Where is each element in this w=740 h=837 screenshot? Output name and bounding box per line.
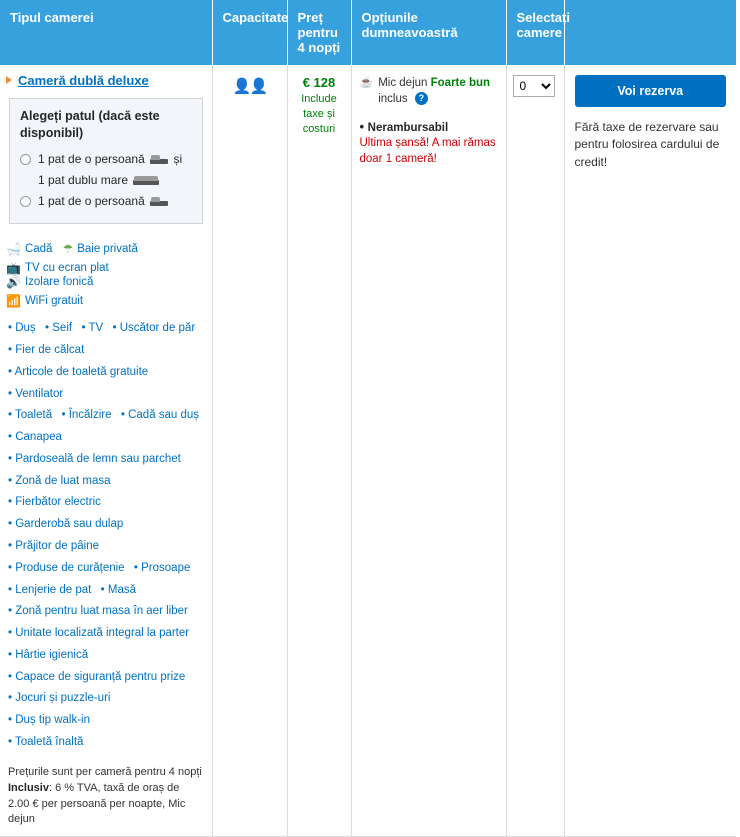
facility-item[interactable]: • Prosoape [134,562,190,574]
info-icon[interactable]: ? [415,92,428,105]
tv-icon: 📺 [6,261,21,276]
bed-option-1-label: 1 pat de o persoană [38,151,145,166]
single-bed-icon [150,155,168,164]
radio-bed-option-2[interactable] [20,196,31,207]
price-amount: € 128 [302,75,336,90]
bed-option-2-label: 1 pat dublu mare [38,172,129,187]
facility-item[interactable]: • TV [81,322,103,334]
facility-item[interactable]: • Masă [101,584,136,596]
price-subtext: Include taxe și costuri [301,93,337,135]
facility-icon-row-1 [6,242,206,256]
breakfast-icon: ☕ [359,77,374,89]
breakfast-rating: Foarte bun [430,77,491,89]
guests-icon: 👤👤 [232,78,267,95]
room-title-text: Cameră dublă deluxe [18,73,149,88]
reserve-cell [564,65,736,837]
facility-item[interactable]: • Toaletă [8,409,52,421]
facility-item[interactable]: • Zonă de luat masa [8,475,111,487]
facility-item[interactable]: • Zonă pentru luat masa în aer liber [8,605,188,617]
facility-item[interactable]: • Toaletă înaltă [8,736,83,748]
last-chance-message: Ultima șansă! A mai rămas doar 1 cameră! [359,137,496,165]
radio-bed-option-1[interactable] [20,154,31,165]
triangle-right-icon [6,76,12,84]
facility-item[interactable]: • Cadă sau duș [121,409,199,421]
room-quantity-select[interactable] [513,75,555,97]
price-note-line2: : 6 % TVA, taxă de oraș de 2.00 € per persoană per noapte, Mic dejun [8,781,186,826]
bed-option-2[interactable] [20,192,192,211]
facility-item[interactable]: • Duș tip walk-in [8,714,90,726]
facility-private-bathroom[interactable] [62,242,138,256]
single-bed-icon [150,197,168,206]
bathtub-icon: 🛁 [6,242,21,257]
facility-item[interactable]: • Prăjitor de pâine [8,540,99,552]
bed-option-1-suffix: și [173,151,183,166]
room-type-cell [0,65,212,837]
header-capacity: Capacitate [212,0,287,65]
options-cell [351,65,506,837]
header-options: Opțiunile dumneavoastră [351,0,506,65]
facility-flatscreen-tv[interactable] [6,261,109,275]
room-title-link[interactable] [18,73,149,88]
header-reserve [564,0,736,65]
reserve-note: Fără taxe de rezervare sau pentru folosirea cardului de credit! [574,120,720,169]
wifi-icon: 📶 [6,294,21,309]
reserve-button[interactable]: Voi rezerva [575,75,727,107]
facility-item[interactable]: • Jocuri și puzzle-uri [8,692,110,704]
double-bed-icon [133,176,159,185]
facility-icons-block [0,238,212,315]
price-note-line1: Prețurile sunt per cameră pentru 4 nopți [8,765,202,778]
facility-soundproof[interactable] [6,275,93,289]
facility-bathtub[interactable] [6,242,52,256]
header-price: Preț pentru 4 nopți [287,0,351,65]
price-note [0,759,212,837]
header-select-rooms: Selectați camere [506,0,564,65]
table-row [0,65,736,837]
bed-option-3-label: 1 pat de o persoană [38,194,145,209]
facility-item[interactable]: • Duș [8,322,36,334]
breakfast-prefix: Mic dejun [378,77,428,89]
price-cell [287,65,351,837]
facility-soundproof-label: Izolare fonică [24,276,94,289]
facility-icon-row-2 [6,261,206,289]
facility-bathtub-label: Cadă [24,243,53,256]
facility-item[interactable]: • Încălzire [61,409,111,421]
facility-free-wifi[interactable] [6,294,83,308]
price-note-inclusive-label: Inclusiv [8,781,49,794]
facility-item[interactable]: • Unitate localizată integral la parter [8,627,189,639]
table-header-row [0,0,736,65]
bed-option-1[interactable] [20,150,192,169]
facility-item[interactable]: • Canapea [8,431,62,443]
facility-private-bathroom-label: Baie privată [77,243,138,256]
facility-item[interactable]: • Seif [45,322,72,334]
capacity-cell [212,65,287,837]
non-refundable-label: • Nerambursabil [360,119,498,134]
bed-choice-box [9,98,203,224]
facility-flatscreen-tv-label: TV cu ecran plat [24,262,109,275]
facility-item[interactable]: • Produse de curățenie [8,562,125,574]
breakfast-option [360,75,498,107]
select-rooms-cell [506,65,564,837]
facility-item[interactable]: • Capace de siguranță pentru prize [8,671,185,683]
breakfast-suffix: inclus [378,93,408,106]
facility-item[interactable]: • Hârtie igienică [8,649,88,661]
facility-item[interactable]: • Garderobă sau dulap [8,518,123,530]
header-room-type: Tipul camerei [0,0,212,65]
facility-item[interactable]: • Fier de călcat [8,344,84,356]
facility-item[interactable]: • Articole de toaletă gratuite [8,366,148,378]
facility-item[interactable]: • Ventilator [8,388,63,400]
room-header-block [0,65,212,238]
bed-choice-heading: Alegeți patul (dacă este disponibil) [20,109,160,140]
facility-item[interactable]: • Pardoseală de lemn sau parchet [8,453,181,465]
facility-icon-row-3 [6,294,206,308]
bed-option-1b [20,171,192,190]
soundproof-icon: 🔊 [6,275,21,290]
facility-list [0,315,212,758]
facility-item[interactable]: • Uscător de păr [113,322,196,334]
facility-item[interactable]: • Lenjerie de pat [8,584,91,596]
facility-item[interactable]: • Fierbător electric [8,496,101,508]
shower-icon: ☂ [62,242,74,257]
facility-free-wifi-label: WiFi gratuit [24,295,84,308]
